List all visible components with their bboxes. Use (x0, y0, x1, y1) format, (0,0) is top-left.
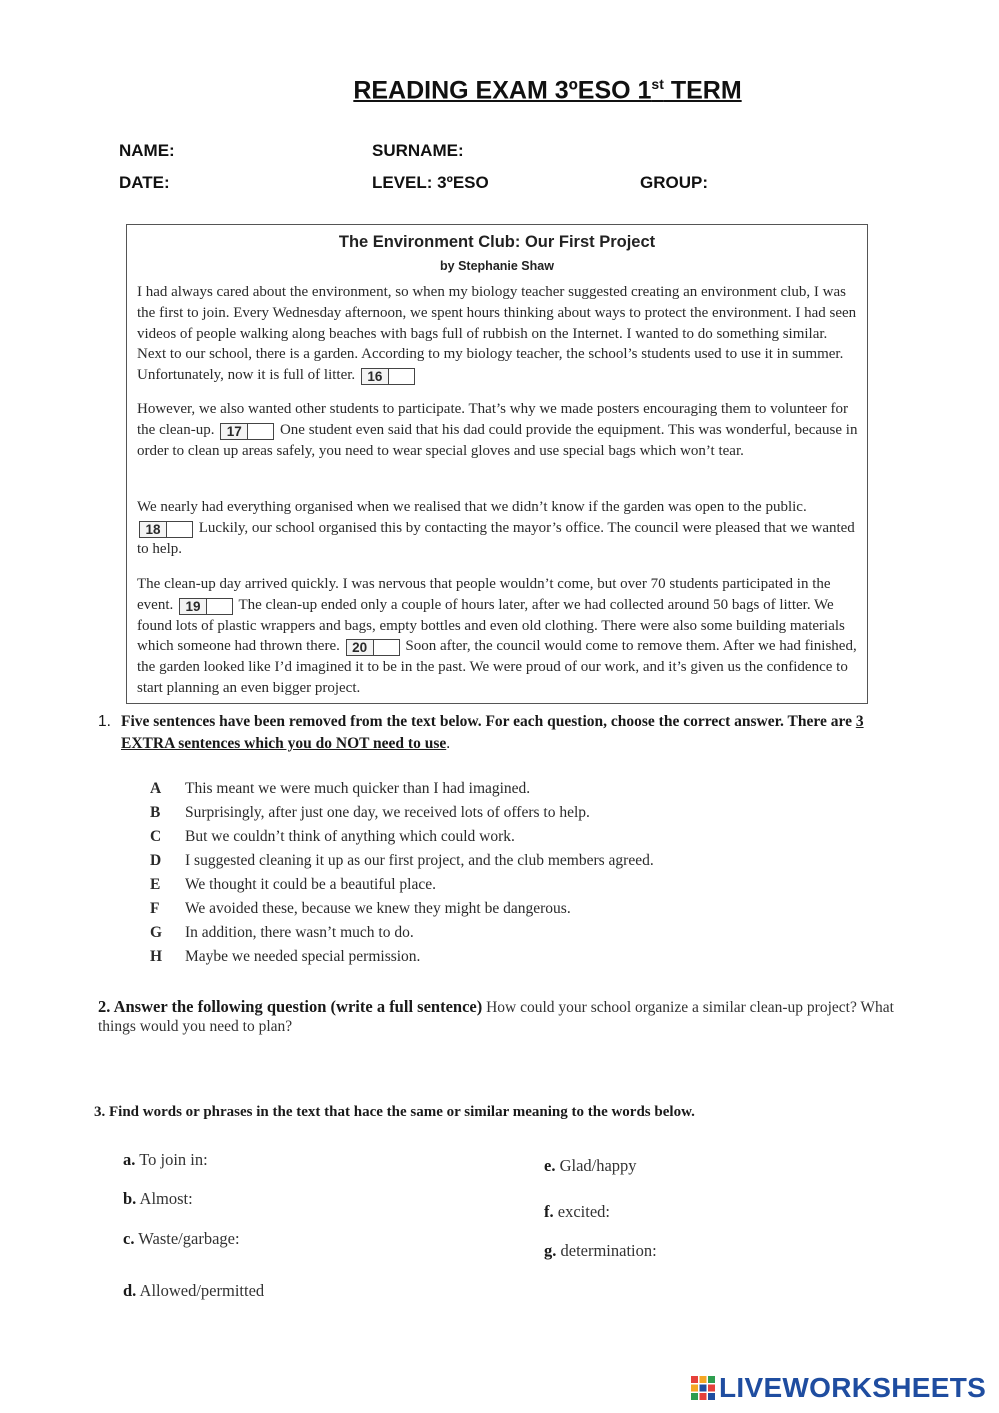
article-paragraph-1: I had always cared about the environment, so when my biology teacher suggested creating an environment club, I was the first to join. Every Wednesday afternoon, we spent hours thinking about ways to protect the environment. I had seen videos of people walking along beaches with bags full of rubbish on the Internet. I wanted to do something similar. Next to our school, there is a garden. According to my biology teacher, the school’s students used to use it in summer. Unfortunately, now it is full of litter. 16 (137, 284, 857, 385)
option-h: H Maybe we needed special permission. (150, 948, 421, 965)
option-c: C But we couldn’t think of anything which could work. (150, 828, 515, 845)
article-author: by Stephanie Shaw (440, 259, 554, 273)
option-g: G In addition, there wasn’t much to do. (150, 924, 414, 941)
article-title: The Environment Club: Our First Project (338, 233, 656, 251)
question-1 (98, 711, 868, 754)
option-a: A This meant we were much quicker than I had imagined. (150, 780, 531, 797)
vocab-item-e: e. Glad/happy (544, 1156, 637, 1175)
article-paragraph-2: However, we also wanted other students to participate. That’s why we made posters encouraging them to volunteer for the clean-up. 17 One student even said that his dad could provide the equipment. This was wonderful, because in order to clean up areas safely, you need to wear special gloves and use special bags which won’t tear. (137, 401, 858, 459)
vocab-item-d: d. Allowed/permitted (123, 1281, 265, 1300)
gap-17[interactable]: 17 (220, 423, 274, 440)
option-b: B Surprisingly, after just one day, we received lots of offers to help. (150, 804, 590, 821)
vocab-item-a: a. To join in: (123, 1150, 208, 1169)
liveworksheets-logo-icon (690, 1375, 716, 1401)
option-d: D I suggested cleaning it up as our first project, and the club members agreed. (150, 852, 654, 869)
liveworksheets-logo (690, 1373, 986, 1403)
page-title: READING EXAM 3ºESO 1st TERM (353, 76, 742, 105)
date-label: DATE: (119, 173, 170, 192)
gap-19[interactable]: 19 (179, 598, 233, 615)
level-label: LEVEL: 3ºESO (372, 173, 489, 192)
question-2: 2. Answer the following question (write a full sentence) How could your school organize a similar clean-up project? What things would you need to plan? (98, 997, 894, 1035)
gap-18[interactable]: 18 (139, 521, 193, 538)
gap-16[interactable]: 16 (361, 368, 415, 385)
article-paragraph-3: We nearly had everything organised when we realised that we didn’t know if the garden was open to the public. 18 Luckily, our school organised this by contacting the mayor’s office. The council were pleased that we wanted to help. (137, 499, 855, 557)
option-e: E We thought it could be a beautiful place. (150, 876, 436, 893)
question-1-instructions: Five sentences have been removed from the text below. For each question, choose the correct answer. There are 3 EXTRA sentences which you do NOT need to use. (121, 713, 864, 752)
question-3-heading: 3. Find words or phrases in the text that hace the same or similar meaning to the words below. (94, 1104, 695, 1120)
surname-label: SURNAME: (372, 141, 464, 160)
gap-20[interactable]: 20 (346, 639, 400, 656)
vocab-item-c: c. Waste/garbage: (123, 1229, 240, 1248)
vocab-item-b: b. Almost: (123, 1189, 193, 1208)
group-label: GROUP: (640, 173, 708, 192)
vocab-item-g: g. determination: (544, 1241, 657, 1260)
vocab-item-f: f. excited: (544, 1202, 610, 1221)
liveworksheets-logo-text: LIVEWORKSHEETS (719, 1372, 987, 1403)
option-f: F We avoided these, because we knew they might be dangerous. (150, 900, 571, 917)
article-paragraph-4: The clean-up day arrived quickly. I was nervous that people wouldn’t come, but over 70 students participated in the event. 19 The clean-up ended only a couple of hours later, after we had collected around 50 bags of litter. We found lots of plastic wrappers and bags, empty bottles and even old clothing. There were also some building materials which someone had thrown there. 20 Soon after, the council would come to remove them. After we had finished, the garden looked like I’d imagined it to be in the past. We were proud of our work, and it’s given us the confidence to start planning an even bigger project. (137, 576, 857, 696)
article-box (126, 224, 868, 704)
question-1-number: 1. (98, 713, 111, 730)
name-label: NAME: (119, 141, 175, 160)
